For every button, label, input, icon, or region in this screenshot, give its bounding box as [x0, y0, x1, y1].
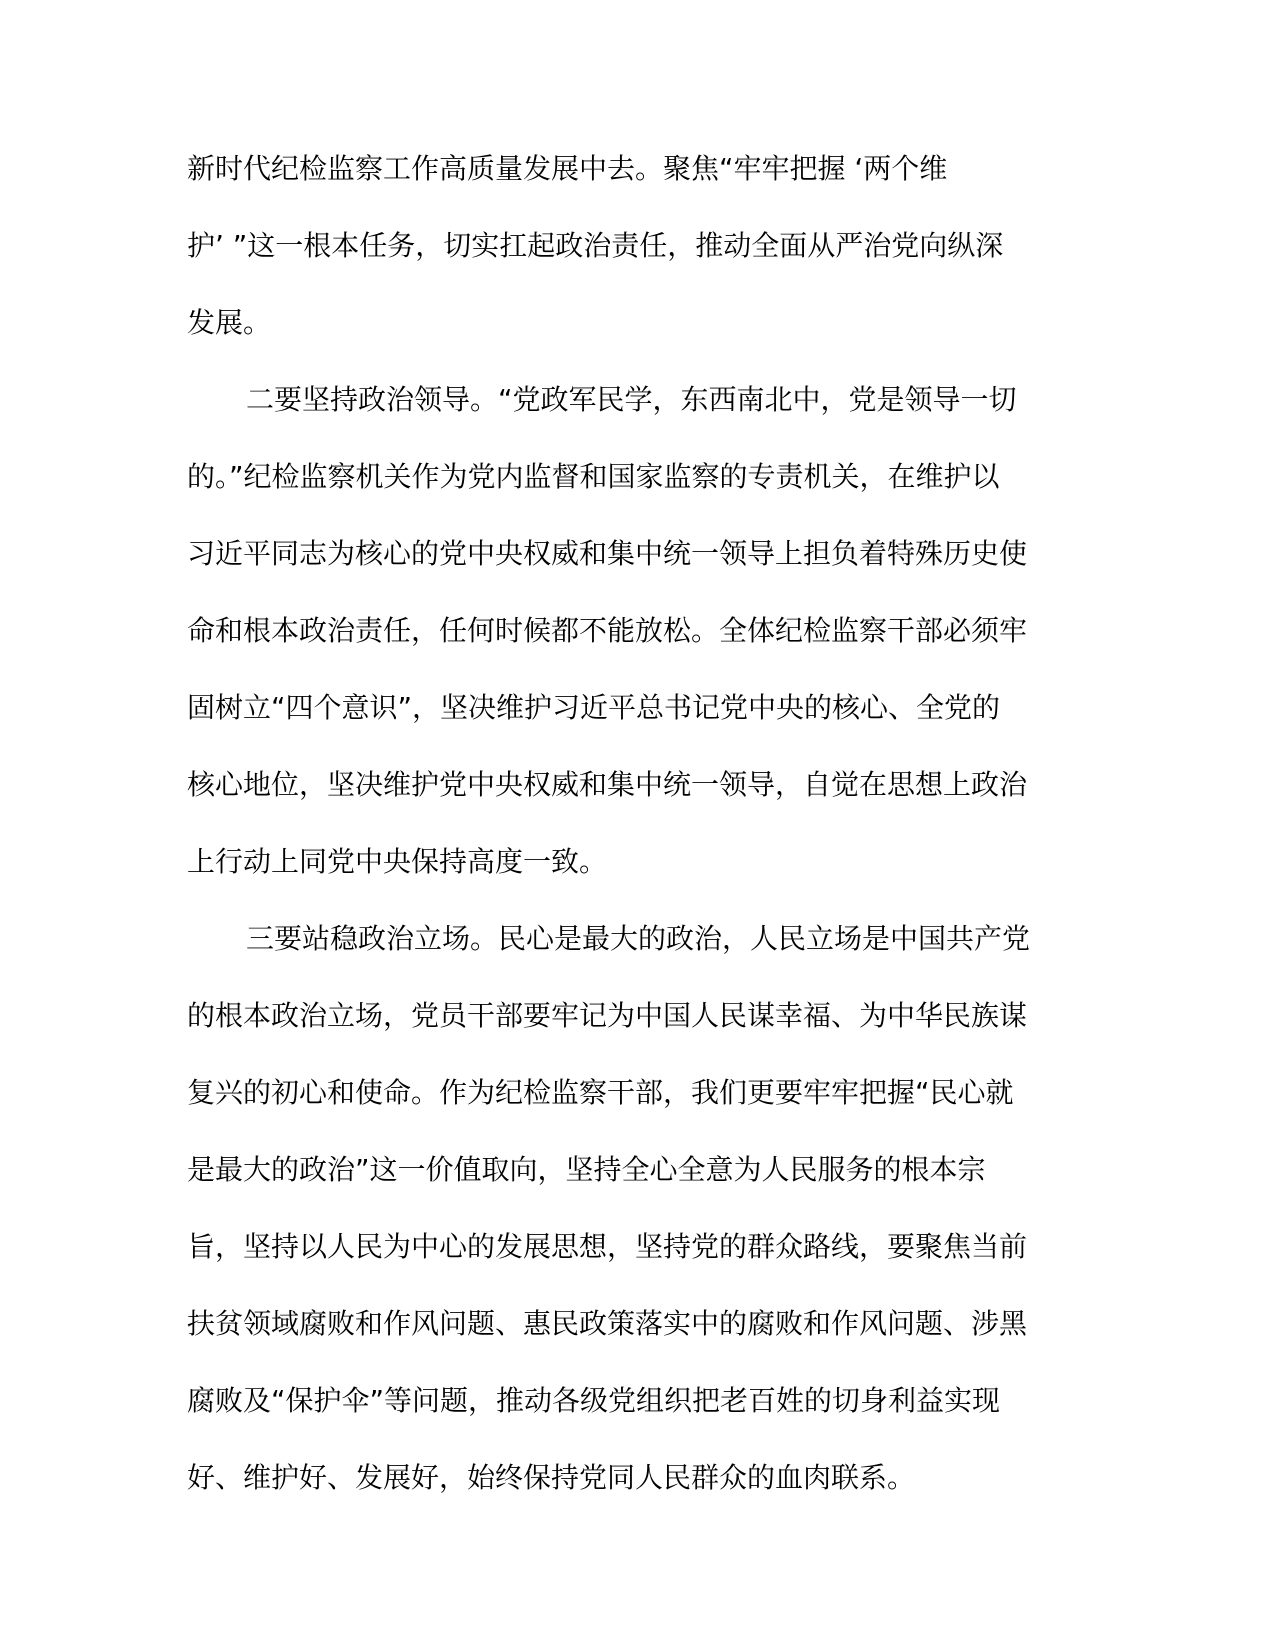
text-line: 核心地位，坚决维护党中央权威和集中统一领导，自觉在思想上政治 [187, 768, 1028, 801]
text-line: 扶贫领域腐败和作风问题、惠民政策落实中的腐败和作风问题、涉黑 [187, 1307, 1028, 1340]
text-line: 命和根本政治责任，任何时候都不能放松。全体纪检监察干部必须牢 [187, 614, 1028, 647]
text-line: 新时代纪检监察工作高质量发展中去。聚焦“牢牢把握 ‘两个维 [187, 152, 948, 185]
text-line: 的根本政治立场，党员干部要牢记为中国人民谋幸福、为中华民族谋 [187, 999, 1028, 1032]
text-line: 复兴的初心和使命。作为纪检监察干部，我们更要牢牢把握“民心就 [187, 1076, 1014, 1109]
text-line: 是最大的政治”这一价值取向，坚持全心全意为人民服务的根本宗 [187, 1153, 986, 1186]
text-line: 发展。 [187, 306, 272, 339]
text-line: 好、维护好、发展好，始终保持党同人民群众的血肉联系。 [187, 1461, 916, 1494]
paragraph-start-line: 二要坚持政治领导。“党政军民学，东西南北中，党是领导一切 [246, 383, 1017, 416]
text-line: 护’ ”这一根本任务，切实扛起政治责任，推动全面从严治党向纵深 [187, 229, 1004, 262]
text-line: 上行动上同党中央保持高度一致。 [187, 845, 608, 878]
paragraph-start-line: 三要站稳政治立场。民心是最大的政治，人民立场是中国共产党 [246, 922, 1031, 955]
text-line: 旨，坚持以人民为中心的发展思想，坚持党的群众路线，要聚焦当前 [187, 1230, 1028, 1263]
text-line: 腐败及“保护伞”等问题，推动各级党组织把老百姓的切身利益实现 [187, 1384, 1001, 1417]
document-body [187, 130, 1065, 1516]
text-line: 习近平同志为核心的党中央权威和集中统一领导上担负着特殊历史使 [187, 537, 1028, 570]
text-line: 的。”纪检监察机关作为党内监督和国家监察的专责机关，在维护以 [187, 460, 1000, 493]
text-line: 固树立“四个意识”，坚决维护习近平总书记党中央的核心、全党的 [187, 691, 1001, 724]
